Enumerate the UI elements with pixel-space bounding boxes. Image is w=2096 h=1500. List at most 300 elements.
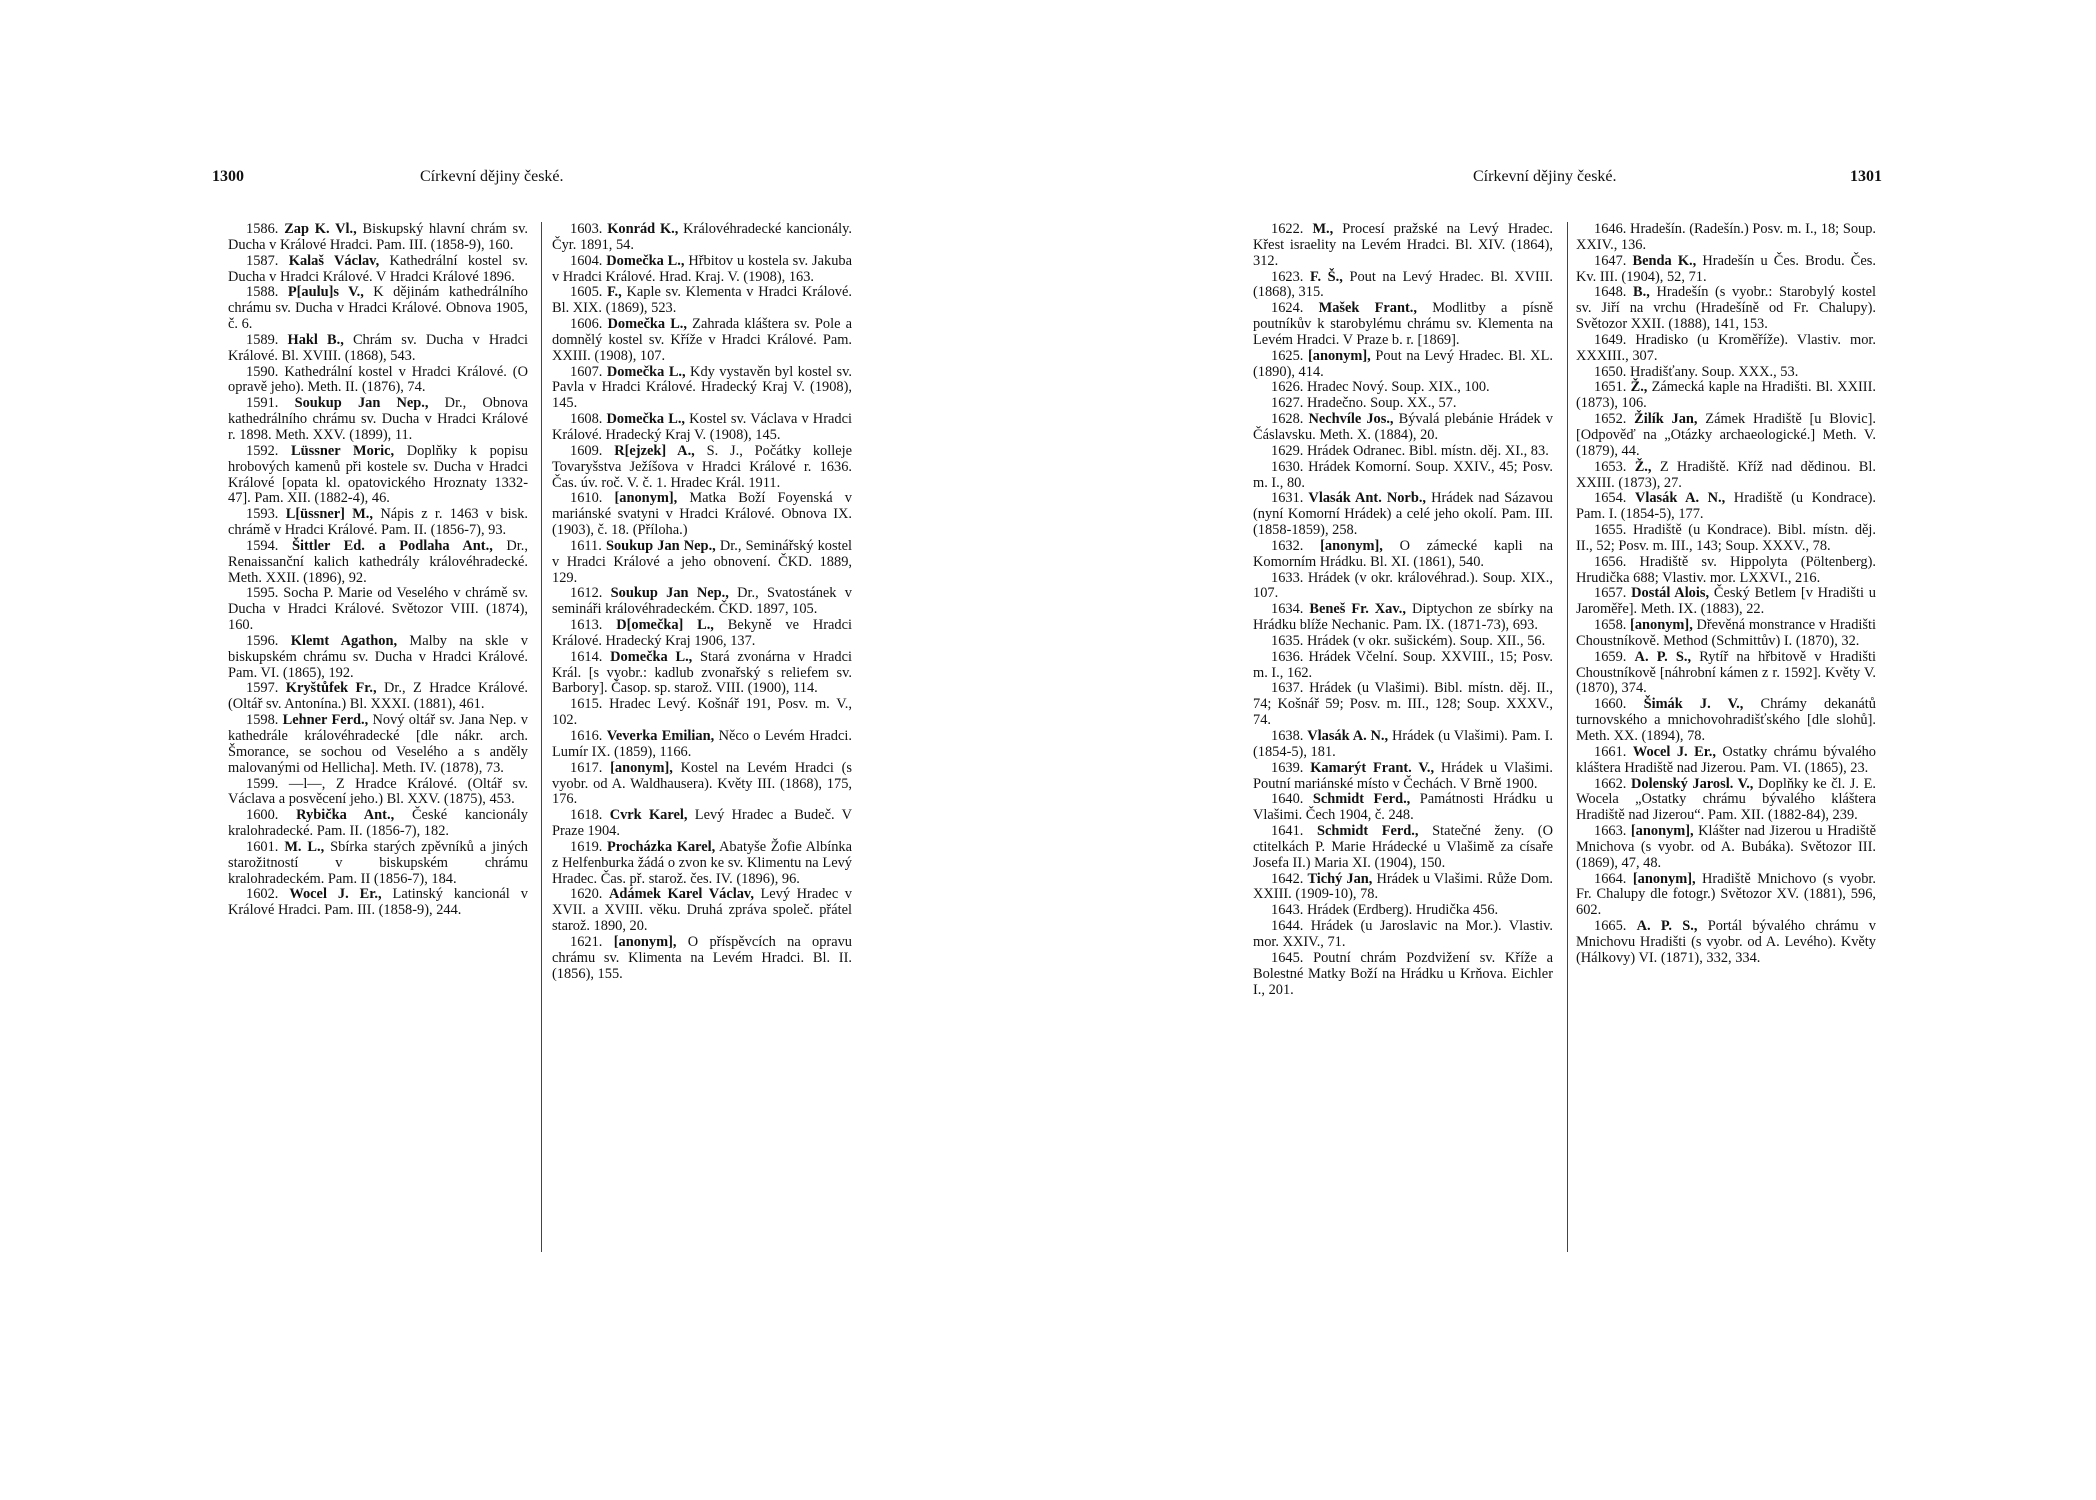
- entry-text: Dr., Z Hradce Králové. (Oltář sv. Antonína.) Bl. XXXI. (1881), 461.: [228, 680, 528, 713]
- entry-text: Hrádek nad Sázavou (nyní Komorní Hrádek) a celé jeho okolí. Pam. III. (1858-1859), 258.: [1253, 490, 1553, 539]
- entry-author: M.,: [1312, 221, 1334, 237]
- bibliography-entry: [1576, 523, 1876, 555]
- bibliography-column-1: [228, 222, 528, 919]
- entry-author: Domečka L.,: [606, 252, 685, 269]
- entry-author: [anonym],: [1630, 617, 1693, 634]
- entry-text: Kostel na Levém Hradci (s vyobr. od A. Waldhausera). Květy III. (1868), 175, 176.: [552, 759, 852, 808]
- entry-text: O zámecké kapli na Komorním Hrádku. Bl. XI. (1861), 540.: [1253, 537, 1553, 570]
- entry-author: Zap K. Vl.,: [284, 221, 357, 237]
- bibliography-entry: [228, 254, 528, 286]
- entry-number: 1649.: [1594, 331, 1627, 348]
- entry-author: Ž.,: [1630, 379, 1648, 396]
- entry-author: Dolenský Jarosl. V.,: [1631, 775, 1754, 792]
- entry-author: Schmidt Ferd.,: [1316, 823, 1419, 840]
- entry-number: 1640.: [1271, 791, 1304, 808]
- entry-text: Dr., Svatostánek v semináři královéhradeckém. ČKD. 1897, 105.: [552, 585, 852, 618]
- entry-text: Diptychon ze sbírky na Hrádku blíže Nechanic. Pam. IX. (1871-73), 693.: [1253, 601, 1553, 634]
- entry-author: Soukup Jan Nep.,: [294, 395, 429, 412]
- entry-number: 1605.: [570, 284, 603, 301]
- entry-author: Cvrk Karel,: [609, 807, 688, 824]
- entry-number: 1627.: [1271, 395, 1304, 412]
- column-divider: [541, 222, 542, 1252]
- entry-text: Hrádek (v okr. královéhrad.). Soup. XIX., 107.: [1253, 569, 1553, 602]
- entry-text: Pout na Levý Hradec. Bl. XL. (1890), 414.: [1253, 347, 1553, 380]
- entry-number: 1606.: [570, 316, 603, 333]
- bibliography-entry: [1576, 333, 1876, 365]
- bibliography-entry: [552, 365, 852, 413]
- bibliography-entry: [1253, 681, 1553, 729]
- entry-number: 1595.: [246, 585, 279, 602]
- entry-number: 1599.: [246, 775, 279, 792]
- entry-author: Šittler Ed. a Podlaha Ant.,: [291, 537, 493, 554]
- entry-author: Klemt Agathon,: [290, 632, 398, 649]
- entry-text: Dr., Seminářský kostel v Hradci Králové a jeho obnovení. ČKD. 1889, 129.: [552, 537, 852, 586]
- entry-author: Vlasák A. N.,: [1634, 490, 1726, 507]
- bibliography-column-2: [552, 222, 852, 983]
- entry-author: Ž.,: [1634, 458, 1652, 475]
- entry-author: Konrád K.,: [607, 221, 679, 237]
- bibliography-entry: [552, 761, 852, 809]
- entry-number: 1650.: [1594, 363, 1627, 380]
- entry-number: 1658.: [1594, 617, 1627, 634]
- entry-text: Dr., Obnova kathedrálního chrámu sv. Ducha v Hradci Králové r. 1898. Meth. XXV. (1899), 11.: [228, 395, 528, 443]
- bibliography-entry: [1253, 650, 1553, 682]
- entry-author: Schmidt Ferd.,: [1312, 791, 1411, 808]
- entry-text: O příspěvcích na opravu chrámu sv. Klimenta na Levém Hradci. Bl. II. (1856), 155.: [552, 933, 852, 982]
- entry-text: Hradiště (u Kondrace). Pam. I. (1854-5), 177.: [1576, 490, 1876, 523]
- entry-text: Doplňky k popisu hrobových kamenů při kostele sv. Ducha v Hradci Králové [opata kl. opatovického Hroznaty 1332-47]. Pam. XII. (1882-4), 46.: [228, 442, 528, 507]
- entry-number: 1629.: [1271, 442, 1304, 459]
- entry-number: 1652.: [1594, 411, 1627, 428]
- entry-author: Soukup Jan Nep.,: [610, 585, 729, 602]
- bibliography-entry: [1253, 634, 1553, 650]
- entry-text: Královéhradecké kancionály. Čyr. 1891, 54.: [552, 221, 852, 253]
- bibliography-entry: [552, 254, 852, 286]
- entry-number: 1628.: [1271, 411, 1304, 428]
- entry-number: 1592.: [246, 442, 279, 459]
- running-title: Církevní dějiny české.: [1473, 168, 1617, 185]
- entry-number: 1607.: [570, 363, 603, 380]
- bibliography-entry: [228, 444, 528, 507]
- entry-number: 1633.: [1271, 569, 1304, 586]
- entry-number: 1659.: [1594, 648, 1627, 665]
- bibliography-entry: [228, 507, 528, 539]
- entry-number: 1621.: [570, 933, 603, 950]
- entry-number: 1601.: [246, 838, 279, 855]
- entry-number: 1614.: [570, 648, 603, 665]
- bibliography-entry: [1253, 380, 1553, 396]
- entry-text: Něco o Levém Hradci. Lumír IX. (1859), 1166.: [552, 728, 852, 760]
- entry-author: [anonym],: [1632, 870, 1696, 887]
- bibliography-entry: [228, 285, 528, 333]
- entry-author: Lüssner Moric,: [291, 442, 395, 459]
- entry-author: Kalaš Václav,: [288, 252, 380, 269]
- bibliography-entry: [228, 222, 528, 254]
- entry-number: 1631.: [1271, 490, 1304, 507]
- entry-author: [anonym],: [613, 933, 677, 950]
- bibliography-entry: [1576, 412, 1876, 460]
- entry-number: 1642.: [1271, 870, 1304, 887]
- entry-author: [anonym],: [1307, 347, 1371, 364]
- entry-number: 1635.: [1271, 632, 1304, 649]
- entry-author: Domečka L.,: [606, 363, 686, 380]
- entry-text: Kdy vystavěn byl kostel sv. Pavla v Hradci Králové. Hradecký Kraj V. (1908), 145.: [552, 363, 852, 412]
- entry-author: Hakl B.,: [287, 331, 344, 348]
- bibliography-entry: [1253, 792, 1553, 824]
- entry-author: Domečka L.,: [607, 316, 688, 333]
- entry-text: Ostatky chrámu bývalého kláštera Hradiště nad Jizerou. Pam. VI. (1865), 23.: [1576, 743, 1876, 776]
- entry-number: 1638.: [1271, 728, 1304, 744]
- entry-text: Stará zvonárna v Hradci Král. [s vyobr.: kadlub zvonařský s reliefem sv. Barbory]. Časop. sp. starož. VIII. (1900), 114.: [552, 648, 852, 697]
- entry-text: Hradisko (u Kroměříže). Vlastiv. mor. XXXIII., 307.: [1576, 331, 1876, 364]
- entry-number: 1602.: [246, 886, 279, 903]
- bibliography-entry: [1576, 586, 1876, 618]
- entry-number: 1591.: [246, 395, 279, 412]
- entry-author: B.,: [1633, 284, 1650, 301]
- entry-author: Lehner Ferd.,: [282, 712, 369, 729]
- entry-number: 1625.: [1271, 347, 1304, 364]
- bibliography-entry: [228, 586, 528, 634]
- entry-number: 1586.: [246, 221, 279, 237]
- bibliography-entry: [552, 808, 852, 840]
- bibliography-entry: [1253, 396, 1553, 412]
- entry-number: 1593.: [246, 506, 279, 523]
- bibliography-entry: [1253, 919, 1553, 951]
- entry-text: Hrádek Včelní. Soup. XXVIII., 15; Posv. m. I., 162.: [1253, 648, 1553, 681]
- entry-number: 1639.: [1271, 759, 1304, 776]
- bibliography-entry: [552, 586, 852, 618]
- entry-text: Hrádek u Vlašimi. Růže Dom. XXIII. (1909-10), 78.: [1253, 870, 1553, 903]
- entry-number: 1617.: [570, 759, 603, 776]
- entry-text: Památnosti Hrádku u Vlašimi. Čech 1904, č. 248.: [1253, 791, 1553, 824]
- entry-text: Nápis z r. 1463 v bisk. chrámě v Hradci Králové. Pam. II. (1856-7), 93.: [228, 506, 529, 539]
- bibliography-column-1: [1253, 222, 1553, 998]
- entry-text: Klášter nad Jizerou u Hradiště Mnichova (s vyobr. od A. Bubáka). Světozor III. (1869), 47, 48.: [1576, 823, 1876, 871]
- entry-number: 1622.: [1271, 221, 1304, 237]
- entry-number: 1651.: [1594, 379, 1627, 396]
- entry-number: 1587.: [246, 252, 279, 269]
- page-number: 1300: [212, 168, 244, 185]
- entry-author: D[omečka] L.,: [616, 617, 714, 634]
- entry-text: Dřevěná monstrance v Hradišti Choustníkově. Method (Schmittův) I. (1870), 32.: [1576, 617, 1876, 649]
- bibliography-entry: [1576, 380, 1876, 412]
- entry-number: 1589.: [246, 331, 279, 348]
- entry-text: Hrádek (v okr. sušickém). Soup. XII., 56.: [1307, 632, 1546, 649]
- bibliography-entry: [1253, 349, 1553, 381]
- bibliography-entry: [1576, 285, 1876, 333]
- bibliography-entry: [1253, 824, 1553, 872]
- entry-number: 1624.: [1271, 300, 1304, 317]
- bibliography-entry: [552, 935, 852, 983]
- bibliography-entry: [552, 729, 852, 761]
- entry-number: 1646.: [1594, 221, 1627, 237]
- entry-number: 1665.: [1594, 918, 1627, 935]
- entry-number: 1648.: [1594, 284, 1627, 301]
- bibliography-entry: [552, 887, 852, 935]
- entry-text: Matka Boží Foyenská v mariánské svatyni v Hradci Králové. Obnova IX. (1903), č. 18. (Příloha.): [552, 490, 852, 539]
- entry-author: P[aulu]s V.,: [287, 284, 364, 301]
- entry-number: 1594.: [246, 537, 279, 554]
- entry-author: Benda K.,: [1632, 252, 1697, 269]
- entry-text: Bývalá plebánie Hrádek v Čáslavsku. Meth. X. (1884), 20.: [1253, 411, 1553, 443]
- entry-number: 1620.: [570, 886, 603, 903]
- right-page: [1048, 0, 2096, 1500]
- bibliography-entry: [228, 887, 528, 919]
- bibliography-entry: [1253, 903, 1553, 919]
- entry-author: Nechvíle Jos.,: [1308, 411, 1394, 428]
- entry-number: 1634.: [1271, 601, 1304, 618]
- bibliography-entry: [1253, 729, 1553, 761]
- entry-author: Dostál Alois,: [1631, 585, 1710, 602]
- entry-text: Portál bývalého chrámu v Mnichovu Hradišti (s vyobr. od A. Levého). Květy (Hálkovy) VI. (1871), 332, 334.: [1576, 918, 1876, 966]
- entry-text: Hřbitov u kostela sv. Jakuba v Hradci Králové. Hrad. Kraj. V. (1908), 163.: [552, 252, 852, 285]
- entry-number: 1655.: [1594, 522, 1627, 539]
- entry-text: Zámek Hradiště [u Blovic]. [Odpověď na „Otázky archaeologické.] Meth. V. (1879), 44.: [1576, 411, 1877, 459]
- entry-number: 1623.: [1271, 268, 1304, 285]
- entry-text: Zahrada kláštera sv. Pole a domnělý kostel sv. Kříže v Hradci Králové. Pam. XXIII. (1908), 107.: [552, 316, 852, 364]
- bibliography-entry: [1253, 301, 1553, 349]
- entry-author: [anonym],: [1630, 823, 1694, 840]
- entry-number: 1588.: [246, 284, 279, 301]
- entry-number: 1613.: [570, 617, 603, 634]
- entry-author: Mašek Frant.,: [1318, 300, 1417, 317]
- entry-number: 1611.: [570, 537, 602, 554]
- bibliography-entry: [228, 840, 528, 888]
- entry-text: Hradešín. (Radešín.) Posv. m. I., 18; Soup. XXIV., 136.: [1576, 221, 1877, 253]
- entry-author: Beneš Fr. Xav.,: [1309, 601, 1406, 618]
- bibliography-entry: [552, 222, 852, 254]
- entry-text: Kathedrální kostel sv. Ducha v Hradci Králové. V Hradci Králové 1896.: [228, 252, 528, 285]
- entry-number: 1610.: [570, 490, 603, 507]
- bibliography-entry: [228, 713, 528, 776]
- bibliography-entry: [228, 808, 528, 840]
- entry-text: Socha P. Marie od Veselého v chrámě sv. Ducha v Hradci Králové. Světozor VIII. (1874), 160.: [228, 585, 528, 634]
- entry-author: A. P. S.,: [1636, 918, 1698, 935]
- entry-text: Hradiště sv. Hippolyta (Pöltenberg). Hrudička 688; Vlastiv. mor. LXXVI., 216.: [1576, 553, 1876, 586]
- entry-text: Hradec Nový. Soup. XIX., 100.: [1307, 379, 1490, 396]
- entry-author: R[ejzek] A.,: [614, 442, 695, 459]
- bibliography-entry: [228, 539, 528, 587]
- bibliography-entry: [1576, 491, 1876, 523]
- bibliography-entry: [1253, 951, 1553, 999]
- entry-text: Latinský kancionál v Králové Hradci. Pam. III. (1858-9), 244.: [228, 886, 528, 919]
- entry-text: K dějinám kathedrálního chrámu sv. Ducha v Hradci Králové. Obnova 1905, č. 6.: [228, 284, 528, 333]
- entry-number: 1662.: [1594, 775, 1627, 792]
- bibliography-entry: [1253, 491, 1553, 539]
- entry-number: 1663.: [1594, 823, 1627, 840]
- bibliography-entry: [1576, 697, 1876, 745]
- entry-text: Abatyše Žofie Albínka z Helfenburka žádá o zvon ke sv. Klimentu na Levý Hradec. Čas. př. starož. čes. IV. (1896), 96.: [552, 838, 852, 887]
- bibliography-entry: [1253, 761, 1553, 793]
- entry-author: Soukup Jan Nep.,: [605, 537, 716, 554]
- entry-text: Hradešín (s vyobr.: Starobylý kostel sv. Jiří na vrchu (Hradešíně od Fr. Chalupy). Světozor XXII. (1888), 141, 153.: [1576, 284, 1876, 333]
- bibliography-entry: [552, 317, 852, 365]
- entry-number: 1596.: [246, 632, 279, 649]
- entry-author: [anonym],: [614, 490, 678, 507]
- entry-text: Hradiště (u Kondrace). Bibl. místn. děj. II., 52; Posv. m. III., 143; Soup. XXXV., 78.: [1576, 522, 1876, 554]
- bibliography-entry: [1576, 254, 1876, 286]
- entry-text: Statečné ženy. (O ctitelkách P. Marie Hrádecké u Vlašimě za císaře Josefa II.) Maria XI. (1904), 150.: [1253, 823, 1553, 871]
- entry-number: 1641.: [1271, 823, 1304, 840]
- bibliography-entry: [1253, 602, 1553, 634]
- bibliography-entry: [1576, 650, 1876, 698]
- entry-number: 1626.: [1271, 379, 1304, 396]
- entry-number: 1590.: [246, 363, 279, 380]
- entry-author: Veverka Emilian,: [606, 728, 715, 744]
- entry-number: 1612.: [570, 585, 603, 602]
- entry-number: 1619.: [570, 838, 603, 855]
- entry-number: 1664.: [1594, 870, 1627, 887]
- entry-number: 1597.: [246, 680, 279, 697]
- entry-text: Hrádek (u Vlašimi). Pam. I. (1854-5), 181.: [1253, 728, 1553, 760]
- running-title: Církevní dějiny české.: [420, 168, 564, 185]
- entry-text: Bekyně ve Hradci Králové. Hradecký Kraj 1906, 137.: [552, 617, 852, 649]
- bibliography-entry: [228, 634, 528, 682]
- bibliography-entry: [1576, 222, 1876, 254]
- entry-text: Chrám sv. Ducha v Hradci Králové. Bl. XVIII. (1868), 543.: [228, 331, 528, 364]
- bibliography-entry: [552, 697, 852, 729]
- entry-number: 1630.: [1271, 458, 1304, 475]
- bibliography-entry: [1253, 444, 1553, 460]
- entry-text: Levý Hradec a Budeč. V Praze 1904.: [552, 807, 852, 840]
- entry-author: Tichý Jan,: [1307, 870, 1373, 887]
- entry-text: Hradec Levý. Košnář 191, Posv. m. V., 102.: [552, 696, 852, 729]
- entry-text: Hradišťany. Soup. XXX., 53.: [1630, 363, 1799, 380]
- entry-number: 1608.: [570, 411, 603, 428]
- bibliography-entry: [228, 365, 528, 397]
- entry-author: Adámek Karel Václav,: [608, 886, 754, 903]
- entry-text: Hradešín u Čes. Brodu. Čes. Kv. III. (1904), 52, 71.: [1576, 252, 1876, 285]
- entry-text: Rytíř na hřbitově v Hradišti Choustníkově [náhrobní kámen z r. 1592]. Květy V. (1870), 374.: [1576, 648, 1876, 697]
- bibliography-entry: [228, 333, 528, 365]
- entry-text: Dr., Renaissanční kalich kathedrály královéhradecké. Meth. XXII. (1896), 92.: [228, 537, 528, 586]
- entry-author: L[üssner] M.,: [285, 506, 373, 523]
- bibliography-entry: [1253, 460, 1553, 492]
- bibliography-entry: [1253, 222, 1553, 270]
- bibliography-entry: [1253, 412, 1553, 444]
- entry-text: Český Betlem [v Hradišti u Jaroměře]. Meth. IX. (1883), 22.: [1576, 585, 1876, 618]
- entry-number: 1637.: [1271, 680, 1304, 697]
- column-divider: [1567, 222, 1568, 1252]
- bibliography-entry: [228, 777, 528, 809]
- entry-text: Kaple sv. Klementa v Hradci Králové. Bl. XIX. (1869), 523.: [552, 284, 852, 317]
- bibliography-entry: [1576, 824, 1876, 872]
- entry-number: 1645.: [1271, 949, 1304, 966]
- entry-number: 1643.: [1271, 902, 1304, 919]
- entry-number: 1598.: [246, 712, 279, 729]
- entry-number: 1657.: [1594, 585, 1627, 602]
- bibliography-entry: [1576, 777, 1876, 825]
- entry-author: Procházka Karel,: [606, 838, 716, 855]
- entry-author: A. P. S.,: [1634, 648, 1692, 665]
- bibliography-entry: [1253, 539, 1553, 571]
- entry-number: 1618.: [570, 807, 603, 824]
- entry-text: Levý Hradec v XVII. a XVIII. věku. Druhá zpráva společ. přátel starož. 1890, 20.: [552, 886, 852, 935]
- entry-author: [anonym],: [610, 759, 673, 776]
- entry-text: S. J., Počátky kolleje Tovaryšstva Ježíšova v Hradci Králové r. 1636. Čas. úv. roč. V. č. 1. Hradec Král. 1911.: [552, 442, 852, 491]
- entry-number: 1632.: [1271, 537, 1304, 554]
- bibliography-entry: [1576, 872, 1876, 920]
- entry-author: Kamarýt Frant. V.,: [1310, 759, 1435, 776]
- bibliography-entry: [552, 444, 852, 492]
- entry-text: Sbírka starých zpěvníků a jiných starožitností v biskupském chrámu kralohradeckém. Pam. II (1856-7), 184.: [228, 838, 528, 887]
- entry-text: Procesí pražské na Levý Hradec. Křest israelity na Levém Hradci. Bl. XIV. (1864), 312.: [1253, 221, 1553, 269]
- bibliography-entry: [552, 412, 852, 444]
- bibliography-entry: [552, 618, 852, 650]
- bibliography-entry: [1576, 618, 1876, 650]
- bibliography-column-2: [1576, 222, 1876, 967]
- entry-number: 1615.: [570, 696, 603, 713]
- entry-number: 1609.: [570, 442, 603, 459]
- entry-text: Modlitby a písně poutníkův k starobylému chrámu sv. Klementa na Levém Hradci. V Praze b. r. [1869].: [1253, 300, 1553, 348]
- entry-number: 1644.: [1271, 918, 1304, 935]
- entry-text: Z Hradiště. Kříž nad dědinou. Bl. XXIII. (1873), 27.: [1576, 458, 1876, 491]
- entry-text: České kancionály kralohradecké. Pam. II. (1856-7), 182.: [228, 807, 528, 840]
- entry-text: Hrádek Odranec. Bibl. místn. děj. XI., 83.: [1307, 442, 1549, 459]
- entry-text: Kathedrální kostel v Hradci Králové. (O opravě jeho). Meth. II. (1876), 74.: [228, 363, 528, 396]
- bibliography-entry: [552, 840, 852, 888]
- entry-text: Hradiště Mnichovo (s vyobr. Fr. Chalupy dle fotogr.) Světozor XV. (1881), 596, 602.: [1576, 870, 1876, 919]
- bibliography-entry: [228, 396, 528, 444]
- entry-number: 1660.: [1594, 696, 1627, 713]
- entry-author: Rybička Ant.,: [296, 807, 395, 824]
- bibliography-entry: [1253, 872, 1553, 904]
- entry-number: 1616.: [570, 728, 603, 744]
- entry-text: —l—, Z Hradce Králové. (Oltář sv. Václava a posvěcení jeho.) Bl. XXV. (1875), 453.: [228, 775, 528, 808]
- bibliography-entry: [1576, 460, 1876, 492]
- entry-text: Hrádek (u Jaroslavic na Mor.). Vlastiv. mor. XXIV., 71.: [1253, 918, 1553, 950]
- entry-author: Žilík Jan,: [1634, 411, 1698, 428]
- bibliography-entry: [552, 491, 852, 539]
- bibliography-entry: [1253, 571, 1553, 603]
- entry-text: Pout na Levý Hradec. Bl. XVIII. (1868), 315.: [1253, 268, 1553, 301]
- entry-text: Hrádek Komorní. Soup. XXIV., 45; Posv. m. I., 80.: [1253, 458, 1553, 491]
- entry-author: Wocel J. Er.,: [289, 886, 382, 903]
- bibliography-entry: [552, 285, 852, 317]
- entry-text: Hrádek (Erdberg). Hrudička 456.: [1307, 902, 1499, 919]
- entry-text: Nový oltář sv. Jana Nep. v kathedrále královéhradecké [dle nákr. arch. Šmorance, se sochou od Veselého a s anděly malovanými od Hellicha]. Meth. IV. (1878), 73.: [228, 712, 528, 776]
- entry-text: Hrádek u Vlašimi. Poutní mariánské místo v Čechách. V Brně 1900.: [1253, 759, 1553, 792]
- entry-author: M. L.,: [284, 838, 325, 855]
- entry-text: Malby na skle v biskupském chrámu sv. Ducha v Hradci Králové. Pam. VI. (1865), 192.: [228, 632, 528, 681]
- entry-text: Hrádek (u Vlašimi). Bibl. místn. děj. II., 74; Košnář 59; Posv. m. III., 128; Soup. XXXV., 74.: [1253, 680, 1553, 729]
- entry-number: 1604.: [570, 252, 603, 269]
- entry-number: 1656.: [1594, 553, 1627, 570]
- entry-author: Vlasák Ant. Norb.,: [1308, 490, 1427, 507]
- entry-number: 1653.: [1594, 458, 1627, 475]
- entry-author: Šimák J. V.,: [1643, 696, 1744, 713]
- entry-text: Hradečno. Soup. XX., 57.: [1307, 395, 1457, 412]
- bibliography-entry: [228, 681, 528, 713]
- bibliography-entry: [1576, 919, 1876, 967]
- entry-author: [anonym],: [1320, 537, 1383, 554]
- entry-number: 1636.: [1271, 648, 1304, 665]
- entry-text: Doplňky ke čl. J. E. Wocela „Ostatky chrámu bývalého kláštera Hradiště nad Jizerou“. Pam. XII. (1882-84), 239.: [1576, 775, 1876, 824]
- bibliography-entry: [1253, 270, 1553, 302]
- entry-number: 1600.: [246, 807, 279, 824]
- entry-author: F. Š.,: [1309, 268, 1343, 285]
- entry-author: Wocel J. Er.,: [1632, 743, 1716, 760]
- entry-text: Chrámy dekanátů turnovského a mnichovohradišťského [dle slohů]. Meth. XX. (1894), 78.: [1576, 696, 1876, 744]
- entry-author: Kryštůfek Fr.,: [285, 680, 377, 697]
- entry-author: F.,: [607, 284, 622, 301]
- entry-author: Domečka L.,: [610, 648, 693, 665]
- entry-author: Vlasák A. N.,: [1307, 728, 1389, 744]
- entry-text: Biskupský hlavní chrám sv. Ducha v Králové Hradci. Pam. III. (1858-9), 160.: [228, 221, 528, 253]
- bibliography-entry: [1576, 555, 1876, 587]
- entry-text: Zámecká kaple na Hradišti. Bl. XXIII. (1873), 106.: [1576, 379, 1876, 412]
- bibliography-entry: [552, 539, 852, 587]
